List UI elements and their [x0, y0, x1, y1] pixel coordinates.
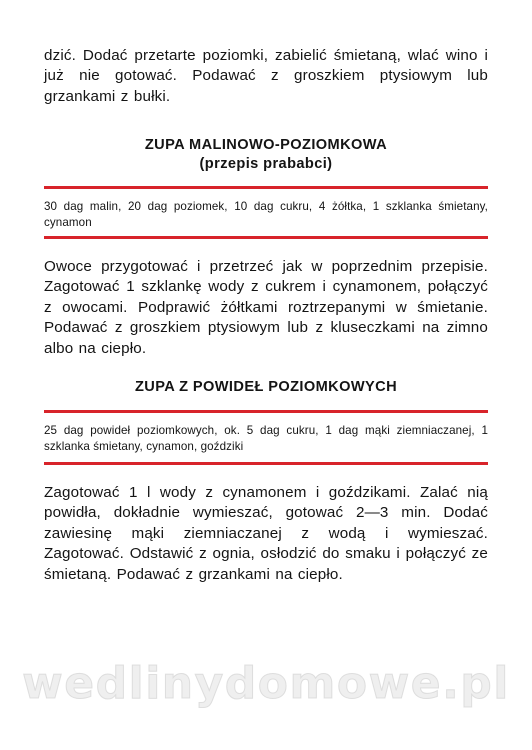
recipe-1-method: Owoce przygotować i przetrzeć jak w poprzednim przepisie. Zagotować 1 szklankę wody z cukrem i cynamonem, połączyć z owocami. Podprawić żółtkami roztrzepanymi w śmietanie. Podawać z groszkiem ptysiowym lub z kluseczkami na zimno albo na ciepło.	[44, 258, 488, 357]
recipe-2-rule-bottom	[44, 462, 488, 465]
recipe-2-rule-top	[44, 410, 488, 413]
recipe-1-title: ZUPA MALINOWO-POZIOMKOWA	[144, 137, 388, 153]
recipe-1-rule-bottom	[44, 236, 488, 239]
recipe-1-subtitle: (przepis prababci)	[199, 156, 333, 172]
watermark-text: wedlinydomowe.pl	[22, 658, 510, 709]
recipe-2-ingredients: 25 dag powideł poziomkowych, ok. 5 dag cukru, 1 dag mąki ziemniaczanej, 1 szklanka śmietany, cynamon, goździki	[44, 424, 488, 453]
recipe-2-title: ZUPA Z POWIDEŁ POZIOMKOWYCH	[134, 379, 398, 395]
intro-paragraph: dzić. Dodać przetarte poziomki, zabielić śmietaną, wlać wino i już nie gotować. Podawać z groszkiem ptysiowym lub grzankami z bułki.	[44, 47, 488, 105]
recipe-1-ingredients: 30 dag malin, 20 dag poziomek, 10 dag cukru, 4 żółtka, 1 szklanka śmietany, cynamon	[44, 200, 488, 229]
recipe-2-method: Zagotować 1 l wody z cynamonem i goździkami. Zalać nią powidła, dokładnie wymieszać, gotować 2—3 min. Dodać zawiesinę mąki ziemniaczanej z wodą i wymieszać. Zagotować. Odstawić z ognia, osłodzić do smaku i połączyć ze śmietaną. Podawać z grzankami na ciepło.	[44, 484, 488, 583]
recipe-1-rule-top	[44, 186, 488, 189]
